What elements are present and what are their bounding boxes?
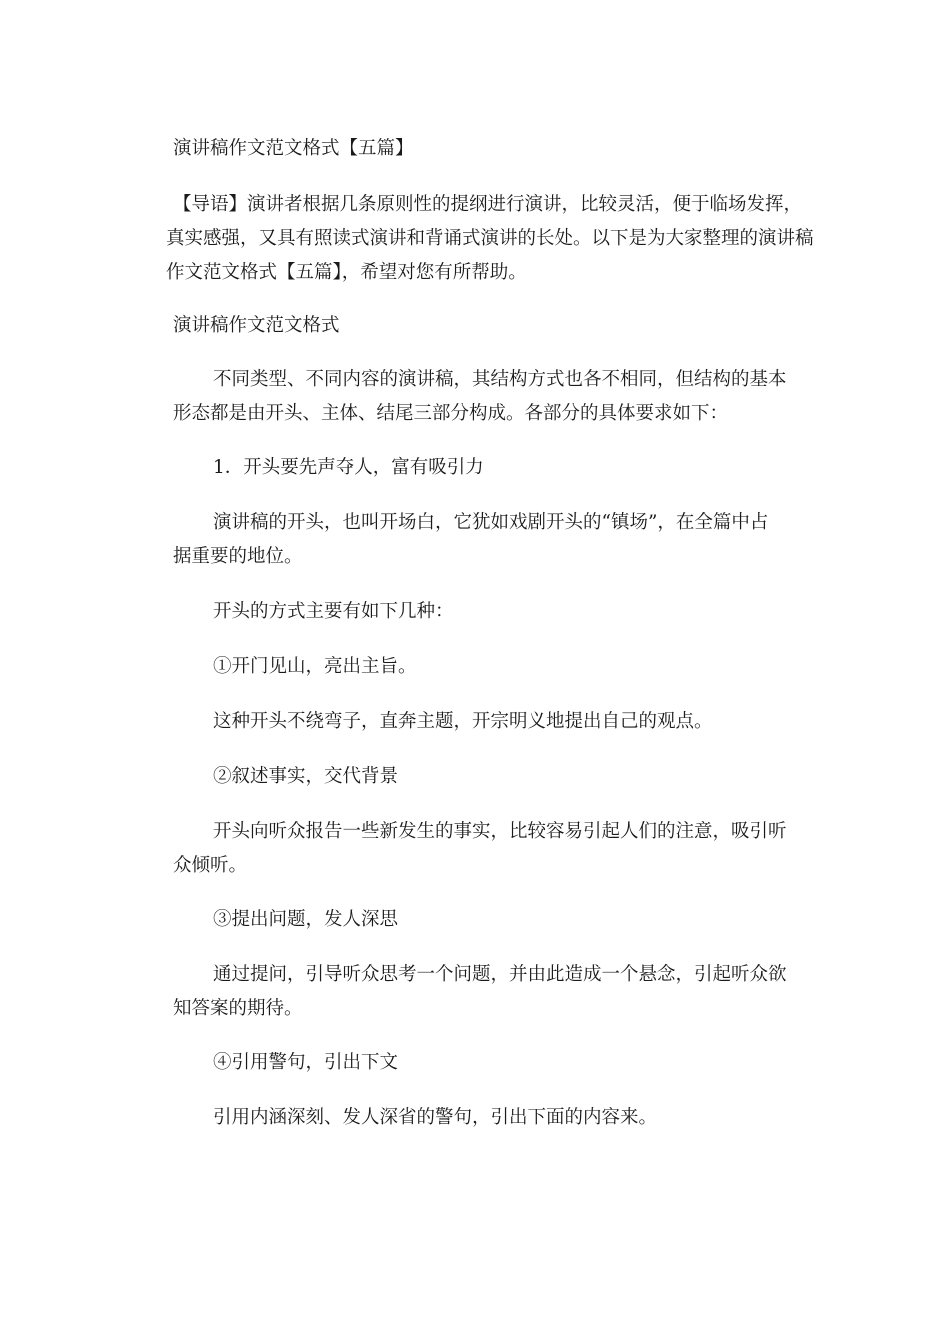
list-item-2-desc (173, 815, 787, 883)
list-item-3: ③提出问题，发人深思 (213, 909, 399, 930)
paragraph-line: 形态都是由开头、主体、结尾三部分构成。各部分的具体要求如下： (173, 403, 729, 424)
paragraph-line: 知答案的期待。 (173, 998, 303, 1019)
paragraph-line: 据重要的地位。 (173, 546, 303, 567)
section-title: 演讲稿作文范文格式 (173, 315, 340, 336)
intro-line: 【导语】演讲者根据几条原则性的提纲进行演讲，比较灵活，便于临场发挥， (173, 194, 803, 215)
paragraph-line: 通过提问，引导听众思考一个问题，并由此造成一个悬念，引起听众欲 (213, 964, 787, 985)
intro-line: 真实感强，又具有照读式演讲和背诵式演讲的长处。以下是为大家整理的演讲稿 (166, 228, 814, 249)
paragraph-opening (173, 506, 769, 574)
list-item-4-desc: 引用内涵深刻、发人深省的警句，引出下面的内容来。 (213, 1107, 658, 1128)
paragraph-line: 演讲稿的开头，也叫开场白，它犹如戏剧开头的“镇场”，在全篇中占 (213, 512, 769, 533)
document-title: 演讲稿作文范文格式【五篇】 (173, 138, 414, 159)
list-item-4: ④引用警句，引出下文 (213, 1052, 399, 1073)
paragraph-line: 开头向听众报告一些新发生的事实，比较容易引起人们的注意，吸引听 (213, 821, 787, 842)
paragraph-line: 不同类型、不同内容的演讲稿，其结构方式也各不相同，但结构的基本 (213, 369, 787, 390)
intro-paragraph (166, 188, 814, 290)
list-item-1-desc: 这种开头不绕弯子，直奔主题，开宗明义地提出自己的观点。 (213, 711, 713, 732)
paragraph-methods: 开头的方式主要有如下几种： (213, 601, 454, 622)
heading-opening: 1．开头要先声夺人，富有吸引力 (213, 457, 484, 478)
list-item-3-desc (173, 958, 787, 1026)
list-item-1: ①开门见山，亮出主旨。 (213, 656, 417, 677)
list-item-2: ②叙述事实，交代背景 (213, 766, 399, 787)
paragraph-structure (173, 363, 787, 431)
paragraph-line: 众倾听。 (173, 855, 248, 876)
intro-line: 作文范文格式【五篇】，希望对您有所帮助。 (166, 262, 527, 283)
